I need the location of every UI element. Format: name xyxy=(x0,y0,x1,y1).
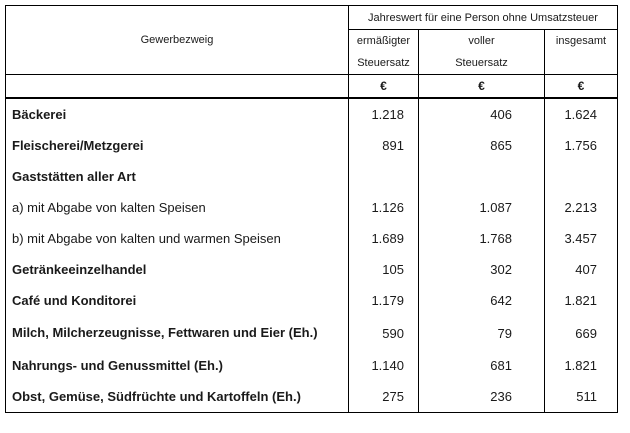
row-name: Getränkeeinzelhandel xyxy=(6,254,349,285)
col-total-header: insgesamt xyxy=(545,30,618,75)
cell-reduced: 1.179 xyxy=(349,285,419,316)
cell-reduced: 590 xyxy=(349,316,419,350)
cell-total: 1.624 xyxy=(545,98,618,130)
cell-full: 1.768 xyxy=(419,223,545,254)
cell-total: 511 xyxy=(545,381,618,413)
unit-reduced: € xyxy=(349,75,419,99)
col-full-header-line1: voller xyxy=(419,30,545,53)
cell-total xyxy=(545,161,618,192)
cell-full: 681 xyxy=(419,350,545,381)
row-name: b) mit Abgabe von kalten und warmen Speisen xyxy=(6,223,349,254)
table-row xyxy=(6,192,618,223)
row-name: Milch, Milcherzeugnisse, Fettwaren und Eier (Eh.) xyxy=(6,316,349,350)
group-header: Jahreswert für eine Person ohne Umsatzsteuer xyxy=(349,6,618,30)
cell-total: 2.213 xyxy=(545,192,618,223)
cell-total: 1.756 xyxy=(545,130,618,161)
cell-full: 865 xyxy=(419,130,545,161)
row-name: Gaststätten aller Art xyxy=(6,161,349,192)
cell-total: 1.821 xyxy=(545,350,618,381)
col-full-header-line2: Steuersatz xyxy=(419,52,545,75)
cell-reduced: 1.126 xyxy=(349,192,419,223)
cell-reduced: 1.689 xyxy=(349,223,419,254)
header-row-group xyxy=(6,6,618,30)
cell-full: 642 xyxy=(419,285,545,316)
cell-full: 236 xyxy=(419,381,545,413)
row-name: a) mit Abgabe von kalten Speisen xyxy=(6,192,349,223)
cell-total: 669 xyxy=(545,316,618,350)
table-row xyxy=(6,254,618,285)
row-name: Café und Konditorei xyxy=(6,285,349,316)
cell-reduced xyxy=(349,161,419,192)
row-name: Bäckerei xyxy=(6,98,349,130)
table-row xyxy=(6,130,618,161)
cell-full: 302 xyxy=(419,254,545,285)
cell-reduced: 1.140 xyxy=(349,350,419,381)
row-name: Nahrungs- und Genussmittel (Eh.) xyxy=(6,350,349,381)
row-label-header: Gewerbezweig xyxy=(6,6,349,75)
col-reduced-header-line2: Steuersatz xyxy=(349,52,419,75)
cell-full: 406 xyxy=(419,98,545,130)
cell-reduced: 1.218 xyxy=(349,98,419,130)
table-row xyxy=(6,316,618,350)
cell-full: 79 xyxy=(419,316,545,350)
cell-full xyxy=(419,161,545,192)
cell-reduced: 105 xyxy=(349,254,419,285)
cell-full: 1.087 xyxy=(419,192,545,223)
unit-total: € xyxy=(545,75,618,99)
cell-reduced: 891 xyxy=(349,130,419,161)
unit-blank xyxy=(6,75,349,99)
cell-reduced: 275 xyxy=(349,381,419,413)
table-row xyxy=(6,98,618,130)
cell-total: 1.821 xyxy=(545,285,618,316)
row-name: Fleischerei/Metzgerei xyxy=(6,130,349,161)
table-row xyxy=(6,350,618,381)
table-row xyxy=(6,381,618,413)
table-row xyxy=(6,285,618,316)
deduction-table xyxy=(5,5,618,413)
unit-full: € xyxy=(419,75,545,99)
table-row xyxy=(6,223,618,254)
cell-total: 407 xyxy=(545,254,618,285)
cell-total: 3.457 xyxy=(545,223,618,254)
unit-row xyxy=(6,75,618,99)
row-name: Obst, Gemüse, Südfrüchte und Kartoffeln (Eh.) xyxy=(6,381,349,413)
col-reduced-header-line1: ermäßigter xyxy=(349,30,419,53)
table-row xyxy=(6,161,618,192)
